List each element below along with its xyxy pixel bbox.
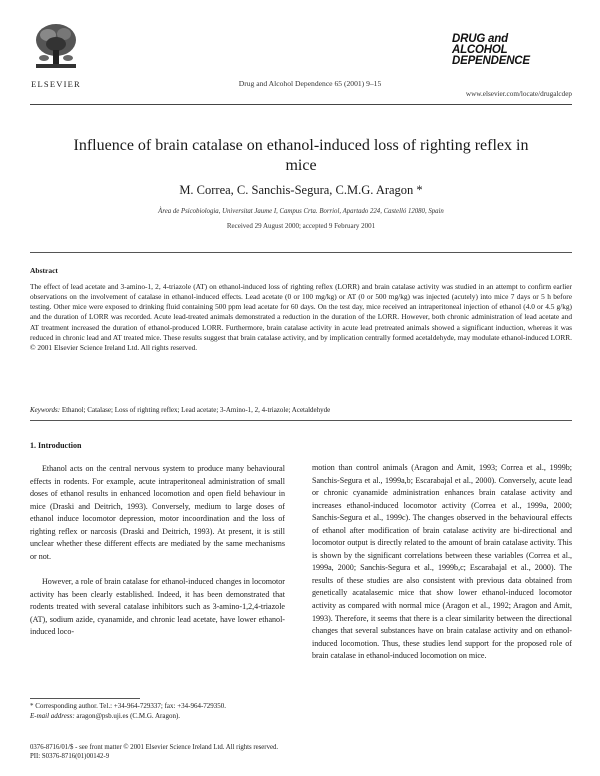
issn-line: 0376-8716/01/$ - see front matter © 2001 Elsevier Science Ireland Ltd. All rights reserved. <box>30 744 279 751</box>
publisher-wordmark: ELSEVIER <box>31 79 81 89</box>
elsevier-tree-icon <box>30 20 82 72</box>
abstract-text: The effect of lead acetate and 3-amino-1, 2, 4-triazole (AT) on ethanol-induced loss of righting reflex (LORR) and brain catalase activity was studied in an attempt to confirm earlier observations on the involvement of catalase in ethanol-induced effects. Lead acetate (0 or 100 mg/kg) or AT (0 or 500 mg/kg) was injected (acutely) into mice 7 days or 5 h before testing. Other mice were exposed to drinking fluid containing 500 ppm lead acetate for 60 days. On the test day, mice received an intraperitoneal injection of ethanol (4.0 or 4.5 g/kg) and the duration of LORR was recorded. Acute lead-treated animals demonstrated a reduction in the duration of the LORR. However, both chronic administration of lead acetate and AT treatment increased the duration of ethanol-produced LORR. Furthermore, brain catalase activity in acute lead pretreated animals showed a significant induction, whereas it was reduced in chronic lead and AT treated mice. These results suggest that brain catalase activity, and by implication centrally formed acetaldehyde, may modulate ethanol-induced LORR. © 2001 Elsevier Science Ireland Ltd. All rights reserved. <box>30 282 572 352</box>
email-label: E-mail address: <box>30 711 75 720</box>
header-divider <box>30 104 572 105</box>
intro-paragraph-2 <box>30 576 285 639</box>
abstract-heading: Abstract <box>30 266 58 275</box>
journal-logo-line-1: DRUG and <box>452 33 508 45</box>
intro-paragraph-1 <box>30 463 285 563</box>
publisher-footer <box>30 743 572 761</box>
email-address-link[interactable]: aragon@psb.uji.es (C.M.G. Aragon). <box>76 711 181 720</box>
keywords-line <box>30 406 572 414</box>
email-line <box>30 712 285 722</box>
journal-url-link[interactable]: www.elsevier.com/locate/drugalcdep <box>465 90 572 98</box>
journal-logo-line-2: ALCOHOL <box>452 44 508 56</box>
elsevier-logo <box>30 20 82 89</box>
keywords-list: Ethanol; Catalase; Loss of righting reflex; Lead acetate; 3-Amino-1, 2, 4-triazole; Acetaldehyde <box>61 406 331 414</box>
corresponding-author-note: * Corresponding author. Tel.: +34-964-729337; fax: +34-964-729350. <box>30 702 227 710</box>
pii-line: PII: S0376-8716(01)00142-9 <box>30 753 110 760</box>
abstract-divider-bottom <box>30 420 572 421</box>
article-authors: M. Correa, C. Sanchis-Segura, C.M.G. Aragon * <box>179 183 423 197</box>
received-dates: Received 29 August 2000; accepted 9 February 2001 <box>226 222 376 230</box>
journal-reference: Drug and Alcohol Dependence 65 (2001) 9–15 <box>238 79 382 88</box>
journal-logo-line-3: DEPENDENCE <box>452 55 530 67</box>
section-heading-introduction: 1. Introduction <box>30 441 82 450</box>
intro-right-column <box>312 462 572 663</box>
intro-paragraph-2-text: However, a role of brain catalase for ethanol-induced changes in locomotor activity has been clearly established. Indeed, it has been demonstrated that rodents treated with several catalase inhibitors such as 3-amino-1,2,4-triazole (AT), sodium azide, cyanamide, and chronic lead acetate, have lower ethanol-induced loco- <box>30 577 285 637</box>
journal-logo <box>452 34 562 67</box>
article-title: Influence of brain catalase on ethanol-induced loss of righting reflex in mice <box>73 137 529 174</box>
author-affiliation: Àrea de Psicobiologia, Universitat Jaume I, Campus Crta. Borriol, Apartado 224, Castelló 12080, Spain <box>158 208 444 215</box>
keywords-label: Keywords: <box>30 406 61 414</box>
intro-paragraph-1-text: Ethanol acts on the central nervous system to produce many behavioural effects in rodents. For example, acute intraperitoneal administration of small doses of ethanol results in enhanced locomotion and open field behaviour in mice (Draski and Deitrich, 1993). Conversely, medium to large doses of ethanol induce locomotor depression, motor incoordination and the loss of righting reflex or narcosis (Draski and Deitrich, 1993). At present, it is still unclear whether these different effects are mediated by the same mechanisms or not. <box>30 464 285 561</box>
intro-right-column-text: motion than control animals (Aragon and Amit, 1993; Correa et al., 1999b; Sanchis-Segura et al., 1999a,b; Escarabajal et al., 2000). Conversely, acute lead or chronic cyanamide administration enhances brain catalase activity and increases ethanol-induced locomotor activity (Correa et al., 1999a, 2000; Sanchis-Segura et al., 1999c). The changes observed in the behavioural effects of ethanol after modification of brain catalase activity are bi-directional and locomotor output is directly related to the amount of brain catalase activity. This is shown by the significant correlations between these variables (Correa et al., 1999a, 2000; Sanchis-Segura et al., 1999b,c; Escarabajal et al., 2000). The results of these studies are also consistent with previous data obtained from genetically acatalasemic mice that show lower ethanol-induced locomotor activity as compared with normal mice (Aragon et al., 1992; Aragon and Amit, 1993). Therefore, it seems that there is a clear similarity between the directional changes that several substances have on brain catalase activity and on ethanol-induced locomotion. Thus, these studies lend support for the proposed role of brain catalase in ethanol-induced locomotion on mice. <box>312 463 572 661</box>
footnote-divider <box>30 698 140 699</box>
abstract-divider-top <box>30 252 572 253</box>
footnote <box>30 702 285 721</box>
